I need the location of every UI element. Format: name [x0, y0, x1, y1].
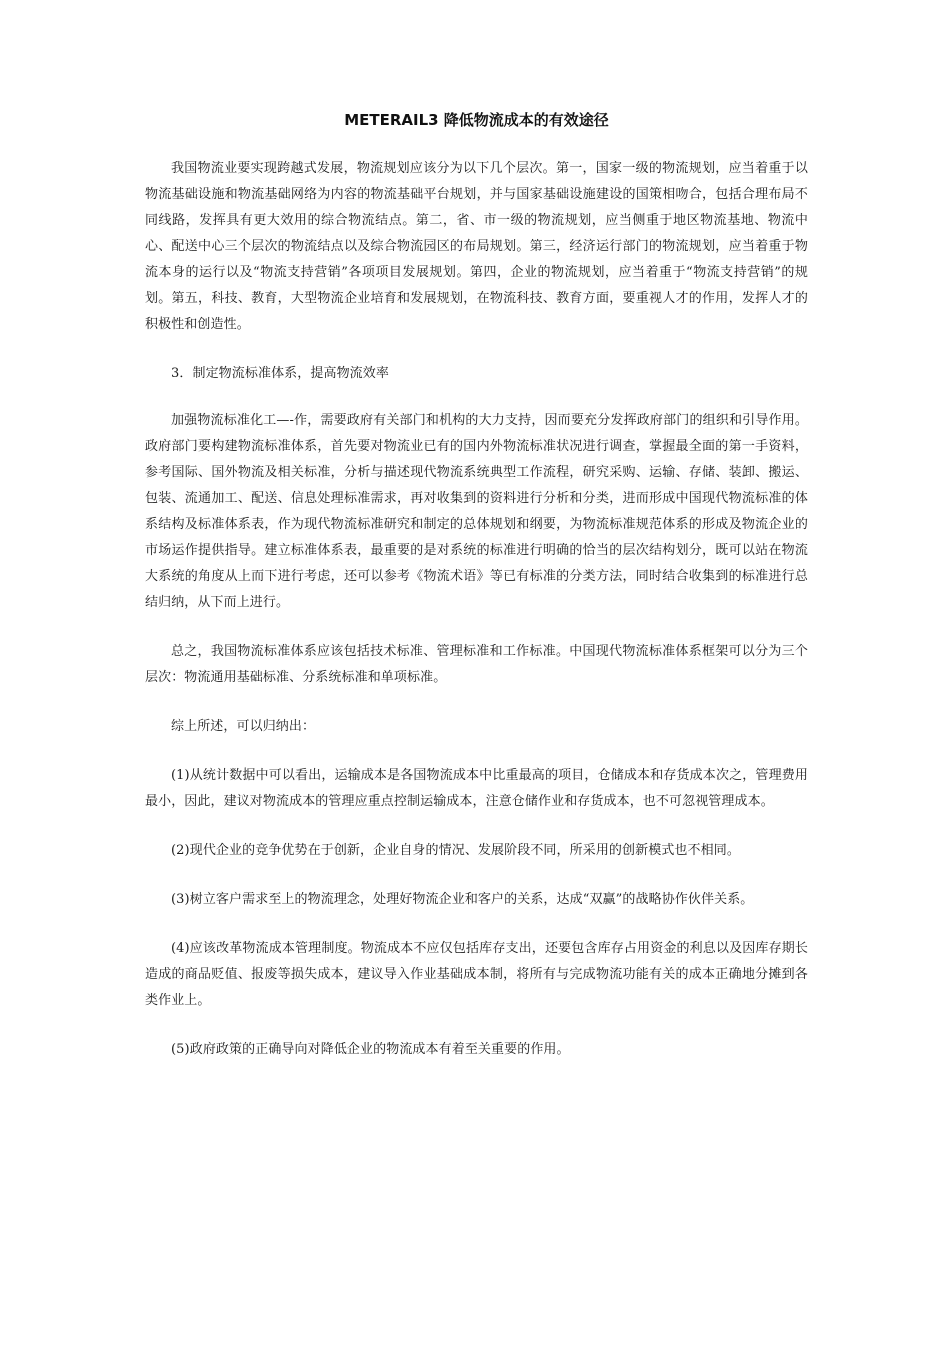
- paragraph-standardization: 加强物流标准化工—-作，需要政府有关部门和机构的大力支持，因而要充分发挥政府部门的组织和引导作用。政府部门要构建物流标准体系，首先要对物流业已有的国内外物流标准状况进行调查，掌握最全面的第一手资料，参考国际、国外物流及相关标准，分析与描述现代物流系统典型工作流程，研究采购、运输、存储、装卸、搬运、包装、流通加工、配送、信息处理标准需求，再对收集到的资料进行分析和分类，进而形成中国现代物流标准的体系结构及标准体系表，作为现代物流标准研究和制定的总体规划和纲要，为物流标准规范体系的形成及物流企业的市场运作提供指导。建立标准体系表，最重要的是对系统的标准进行明确的恰当的层次结构划分，既可以站在物流大系统的角度从上而下进行考虑，还可以参考《物流术语》等已有标准的分类方法，同时结合收集到的标准进行总结归纳，从下而上进行。: [145, 413, 808, 610]
- conclusion-item-3: (3)树立客户需求至上的物流理念，处理好物流企业和客户的关系，达成“双赢”的战略协作伙伴关系。: [171, 892, 754, 907]
- paragraph-logistics-planning: 我国物流业要实现跨越式发展，物流规划应该分为以下几个层次。第一，国家一级的物流规划，应当着重于以物流基础设施和物流基础网络为内容的物流基础平台规划，并与国家基础设施建设的国策相吻合，包括合理布局不同线路，发挥具有更大效用的综合物流结点。第二，省、市一级的物流规划，应当侧重于地区物流基地、物流中心、配送中心三个层次的物流结点以及综合物流园区的布局规划。第三，经济运行部门的物流规划，应当着重于物流本身的运行以及“物流支持营销”各项项目发展规划。第四，企业的物流规划，应当着重于“物流支持营销”的规划。第五，科技、教育，大型物流企业培育和发展规划，在物流科技、教育方面，要重视人才的作用，发挥人才的积极性和创造性。: [145, 161, 808, 332]
- document-page: [145, 110, 808, 1086]
- document-title: METERAIL3 降低物流成本的有效途径: [344, 111, 609, 129]
- conclusion-item-4: (4)应该改革物流成本管理制度。物流成本不应仅包括库存支出，还要包含库存占用资金的利息以及因库存期长造成的商品贬值、报废等损失成本，建议导入作业基础成本制，将所有与完成物流功能有关的成本正确地分摊到各类作业上。: [145, 941, 808, 1008]
- conclusion-item-2: (2)现代企业的竞争优势在于创新，企业自身的情况、发展阶段不同，所采用的创新模式也不相同。: [171, 843, 740, 858]
- paragraph-standard-system: 总之，我国物流标准体系应该包括技术标准、管理标准和工作标准。中国现代物流标准体系框架可以分为三个层次：物流通用基础标准、分系统标准和单项标准。: [145, 644, 808, 685]
- section-heading-standards: 3．制定物流标准体系，提高物流效率: [171, 366, 389, 381]
- conclusion-item-1: (1)从统计数据中可以看出，运输成本是各国物流成本中比重最高的项目，仓储成本和存货成本次之，管理费用最小，因此，建议对物流成本的管理应重点控制运输成本，注意仓储作业和存货成本，也不可忽视管理成本。: [145, 768, 808, 809]
- paragraph-summary-intro: 综上所述，可以归纳出：: [171, 719, 316, 734]
- conclusion-item-5: (5)政府政策的正确导向对降低企业的物流成本有着至关重要的作用。: [171, 1042, 570, 1057]
